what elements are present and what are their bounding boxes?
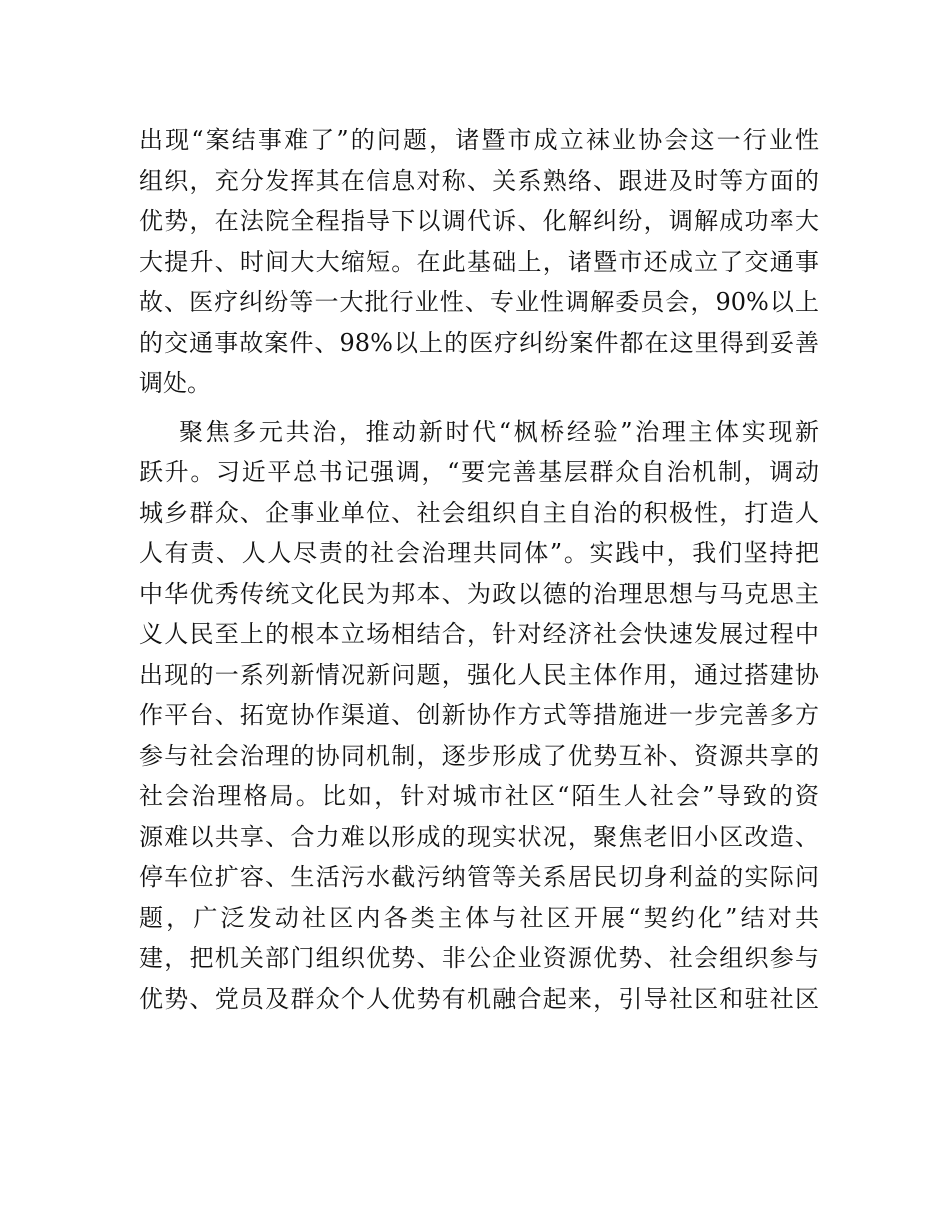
document-body	[139, 120, 819, 1060]
text-line: 建，把机关部门组织优势、非公企业资源优势、社会组织参与	[139, 944, 819, 972]
paragraph-gap	[139, 404, 819, 412]
text-line: 人有责、人人尽责的社会治理共同体”。实践中，我们坚持把	[139, 539, 819, 567]
text-line: 优势、党员及群众个人优势有机融合起来，引导社区和驻社区	[139, 984, 819, 1013]
text-line: 社会治理格局。比如，针对城市社区“陌生人社会”导致的资	[139, 782, 819, 810]
text-line: 调处。	[139, 369, 211, 397]
text-line: 的交通事故案件、98%以上的医疗纠纷案件都在这里得到妥善	[139, 328, 819, 357]
text-line: 出现的一系列新情况新问题，强化人民主体作用，通过搭建协	[139, 660, 819, 689]
paragraph-1	[139, 120, 819, 404]
text-line: 题，广泛发动社区内各类主体与社区开展“契约化”结对共	[139, 903, 819, 932]
text-line: 中华优秀传统文化民为邦本、为政以德的治理思想与马克思主	[139, 579, 819, 608]
text-line: 源难以共享、合力难以形成的现实状况，聚焦老旧小区改造、	[139, 822, 819, 851]
text-line	[139, 1019, 819, 1060]
text-line: 出现“案结事难了”的问题，诸暨市成立袜业协会这一行业性	[139, 126, 819, 154]
paragraph-2	[139, 412, 819, 1060]
text-line: 跃升。习近平总书记强调，“要完善基层群众自治机制，调动	[139, 458, 819, 486]
text-line: 参与社会治理的协同机制，逐步形成了优势互补、资源共享的	[139, 741, 819, 770]
text-line: 城乡群众、企事业单位、社会组织自主自治的积极性，打造人	[139, 498, 819, 527]
text-line: 作平台、拓宽协作渠道、创新协作方式等措施进一步完善多方	[139, 701, 819, 729]
text-line: 组织，充分发挥其在信息对称、关系熟络、跟进及时等方面的	[139, 166, 819, 195]
text-line: 优势，在法院全程指导下以调代诉、化解纠纷，调解成功率大	[139, 207, 819, 235]
text-line: 停车位扩容、生活污水截污纳管等关系居民切身利益的实际问	[139, 863, 819, 891]
text-line: 义人民至上的根本立场相结合，针对经济社会快速发展过程中	[139, 620, 819, 648]
text-line: 大提升、时间大大缩短。在此基础上，诸暨市还成立了交通事	[139, 247, 819, 276]
text-line: 聚焦多元共治，推动新时代“枫桥经验”治理主体实现新	[179, 417, 819, 446]
text-line: 故、医疗纠纷等一大批行业性、专业性调解委员会，90%以上	[139, 288, 819, 316]
